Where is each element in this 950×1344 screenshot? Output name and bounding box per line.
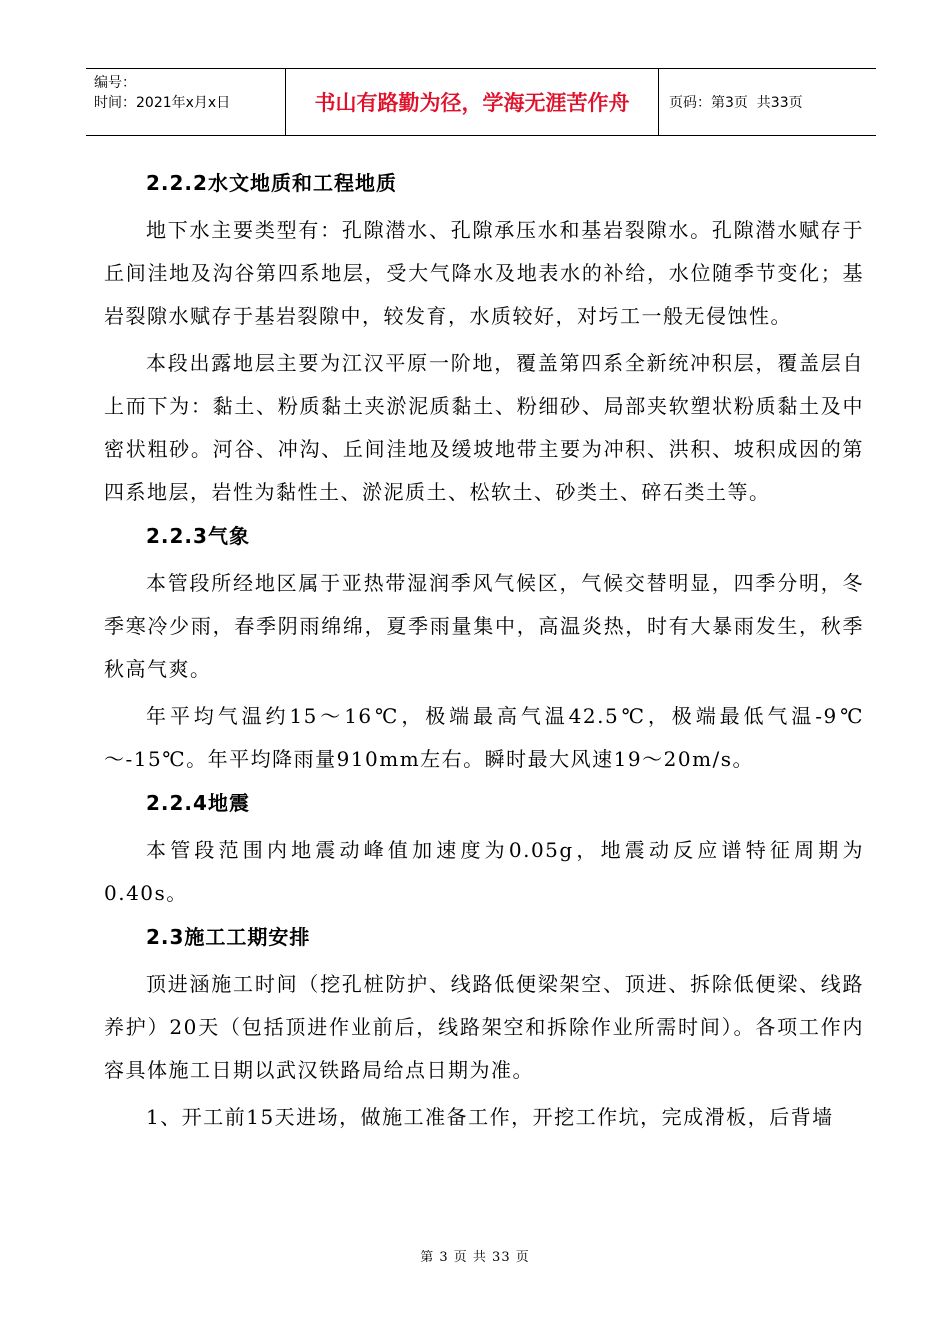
section-heading-earthquake: 2.2.4地震 <box>146 791 250 815</box>
paragraph-strata: 本段出露地层主要为江汉平原一阶地，覆盖第四系全新统冲积层，覆盖层自上而下为：黏土、粉质黏土夹淤泥质黏土、粉细砂、局部夹软塑状粉质黏土及中密状粗砂。河谷、冲沟、丘间洼地及缓坡地带主要为冲积、洪积、坡积成因的第四系地层，岩性为黏性土、淤泥质土、松软土、砂类土、碎石类土等。 <box>104 351 864 504</box>
paragraph-climate: 本管段所经地区属于亚热带湿润季风气候区，气候交替明显，四季分明，冬季寒冷少雨，春季阴雨绵绵，夏季雨量集中，高温炎热，时有大暴雨发生，秋季秋高气爽。 <box>104 571 864 681</box>
document-time-label: 时间：2021年x月x日 <box>94 95 231 111</box>
header-page-number: 页码：第3页 共33页 <box>669 95 803 111</box>
header-meta <box>86 69 286 135</box>
section-heading-schedule: 2.3施工工期安排 <box>146 925 311 949</box>
header-page-info <box>659 69 876 135</box>
header-motto: 书山有路勤为径，学海无涯苦作舟 <box>286 69 659 135</box>
paragraph-temperature: 年平均气温约15～16℃，极端最高气温42.5℃，极端最低气温-9℃～-15℃。年平均降雨量910mm左右。瞬时最大风速19～20m/s。 <box>104 704 864 771</box>
section-heading-hydrogeology: 2.2.2水文地质和工程地质 <box>146 171 397 195</box>
paragraph-schedule-item-1: 1、开工前15天进场，做施工准备工作，开挖工作坑，完成滑板，后背墙 <box>146 1105 834 1129</box>
document-number-label: 编号： <box>94 75 136 91</box>
paragraph-groundwater: 地下水主要类型有：孔隙潜水、孔隙承压水和基岩裂隙水。孔隙潜水赋存于丘间洼地及沟谷第四系地层，受大气降水及地表水的补给，水位随季节变化；基岩裂隙水赋存于基岩裂隙中，较发育，水质较好，对圬工一般无侵蚀性。 <box>104 218 864 328</box>
document-body <box>104 165 864 1139</box>
section-heading-climate: 2.2.3气象 <box>146 524 250 548</box>
page-footer: 第 3 页 共 33 页 <box>420 1250 530 1265</box>
page-header <box>86 68 876 136</box>
paragraph-earthquake: 本管段范围内地震动峰值加速度为0.05g，地震动反应谱特征周期为0.40s。 <box>104 838 864 905</box>
paragraph-schedule: 顶进涵施工时间（挖孔桩防护、线路低便梁架空、顶进、拆除低便梁、线路养护）20天（包括顶进作业前后，线路架空和拆除作业所需时间）。各项工作内容具体施工日期以武汉铁路局给点日期为准。 <box>104 972 864 1082</box>
